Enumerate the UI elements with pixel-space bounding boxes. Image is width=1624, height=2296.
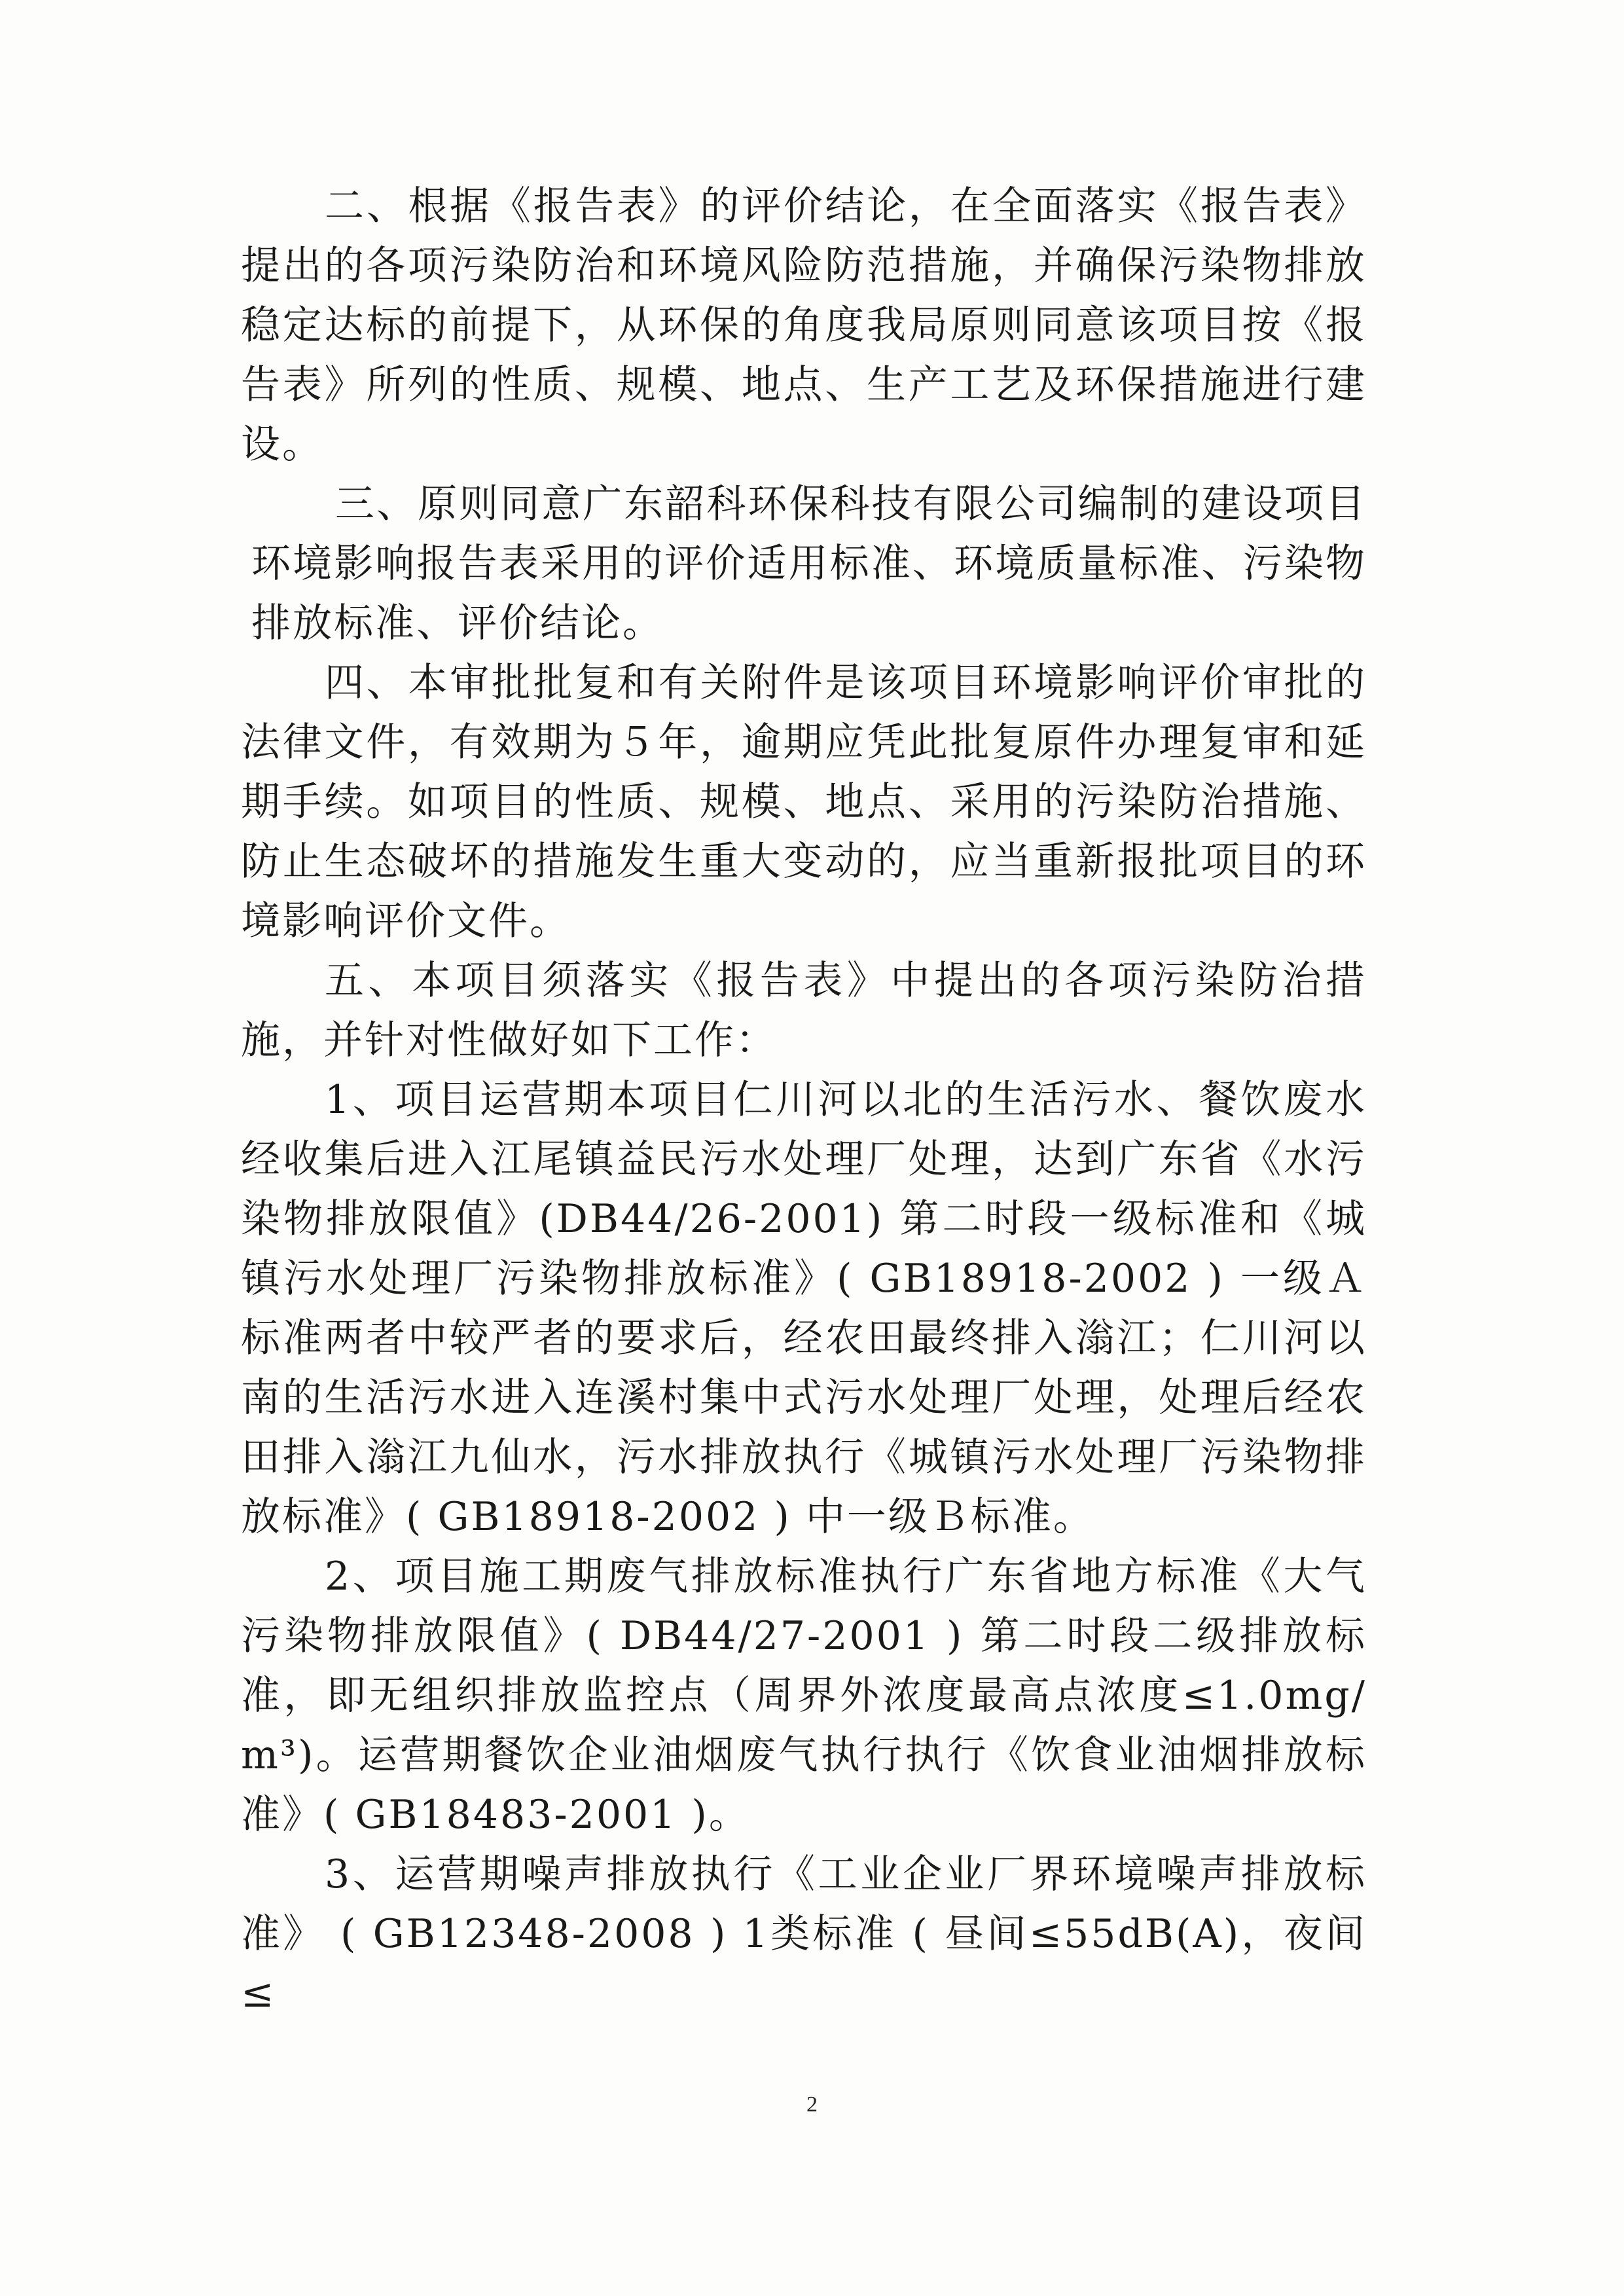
paragraph-3: 三、原则同意广东韶科环保科技有限公司编制的建设项目环境影响报告表采用的评价适用标准、环境质量标准、污染物排放标准、评价结论。 (251, 481, 1367, 646)
paragraph-5: 五、本项目须落实《报告表》中提出的各项污染防治措施，并针对性做好如下工作： (241, 958, 1367, 1063)
item-1-wastewater: 1、项目运营期本项目仁川河以北的生活污水、餐饮废水经收集后进入江尾镇益民污水处理厂处理，达到广东省《水污染物排放限值》(DB44/26-2001) 第二时段一级标准和《城镇污水处理厂污染物排放标准》( GB18918-2002 ) 一级Ａ标准两者中较严者的要求后，经农田最终排入滃江；仁川河以南的生活污水进入连溪村集中式污水处理厂处理，处理后经农田排入滃江九仙水，污水排放执行《城镇污水处理厂污染物排放标准》( GB18918-2002 ) 中一级Ｂ标准。 (241, 1077, 1367, 1540)
item-2-air: 2、项目施工期废气排放标准执行广东省地方标准《大气污染物排放限值》( DB44/27-2001 ) 第二时段二级排放标准，即无组织排放监控点（周界外浓度最高点浓度≤1.0mg/m³)。运营期餐饮企业油烟废气执行执行《饮食业油烟排放标准》( GB18483-2001 )。 (241, 1554, 1367, 1838)
page-number: 2 (806, 2092, 818, 2117)
paragraph-2: 二、根据《报告表》的评价结论，在全面落实《报告表》提出的各项污染防治和环境风险防范措施，并确保污染物排放稳定达标的前提下，从环保的角度我局原则同意该项目按《报告表》所列的性质、规模、地点、生产工艺及环保措施进行建设。 (241, 183, 1367, 467)
paragraph-4: 四、本审批批复和有关附件是该项目环境影响评价审批的法律文件，有效期为５年，逾期应凭此批复原件办理复审和延期手续。如项目的性质、规模、地点、采用的污染防治措施、防止生态破坏的措施发生重大变动的，应当重新报批项目的环境影响评价文件。 (241, 660, 1367, 944)
document-body (241, 177, 1367, 2024)
item-3-noise: 3、运营期噪声排放执行《工业企业厂界环境噪声排放标准》 ( GB12348-2008 ) 1类标准 ( 昼间≤55dB(A)，夜间≤ (241, 1851, 1367, 2016)
